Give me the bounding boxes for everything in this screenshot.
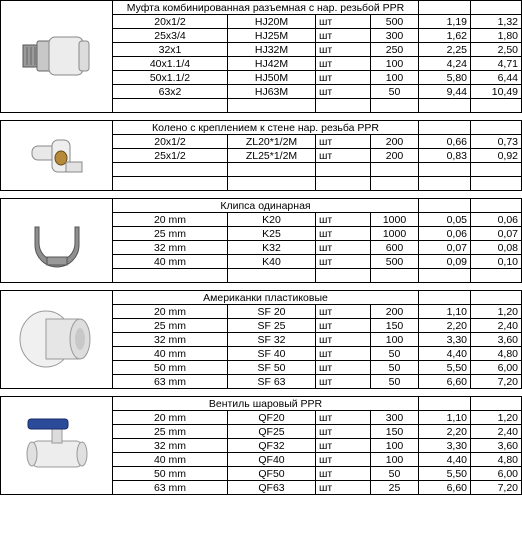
empty-cell bbox=[419, 177, 471, 191]
price-cell: 5,50 bbox=[419, 361, 471, 375]
qty-cell: 200 bbox=[371, 135, 419, 149]
unit-cell: шт bbox=[316, 43, 371, 57]
product-image bbox=[1, 291, 113, 389]
unit-cell: шт bbox=[316, 375, 371, 389]
unit-cell: шт bbox=[316, 319, 371, 333]
section-title: Муфта комбинированная разъемная с нар. резьбой PPR bbox=[113, 1, 419, 15]
size-cell: 63x2 bbox=[113, 85, 228, 99]
price-cell: 2,20 bbox=[419, 319, 471, 333]
section-title: Колено с креплением к стене нар. резьба PPR bbox=[113, 121, 419, 135]
unit-cell: шт bbox=[316, 227, 371, 241]
size-cell: 25 mm bbox=[113, 319, 228, 333]
size-cell: 32 mm bbox=[113, 241, 228, 255]
price-retail-cell: 3,60 bbox=[471, 333, 522, 347]
size-cell: 50 mm bbox=[113, 361, 228, 375]
unit-cell: шт bbox=[316, 305, 371, 319]
price-cell: 4,40 bbox=[419, 453, 471, 467]
code-cell: ZL20*1/2M bbox=[228, 135, 316, 149]
unit-cell: шт bbox=[316, 255, 371, 269]
price-cell: 0,83 bbox=[419, 149, 471, 163]
section-header bbox=[1, 121, 522, 135]
empty-cell bbox=[371, 269, 419, 283]
unit-cell: шт bbox=[316, 439, 371, 453]
price-cell: 0,66 bbox=[419, 135, 471, 149]
qty-cell: 500 bbox=[371, 255, 419, 269]
price-retail-cell: 1,20 bbox=[471, 305, 522, 319]
section-separator bbox=[1, 283, 522, 291]
empty-cell bbox=[419, 199, 471, 213]
price-retail-cell: 6,00 bbox=[471, 361, 522, 375]
price-cell: 4,40 bbox=[419, 347, 471, 361]
unit-cell: шт bbox=[316, 15, 371, 29]
empty-cell bbox=[419, 397, 471, 411]
price-cell: 0,05 bbox=[419, 213, 471, 227]
price-retail-cell: 7,20 bbox=[471, 375, 522, 389]
price-retail-cell: 0,08 bbox=[471, 241, 522, 255]
code-cell: K40 bbox=[228, 255, 316, 269]
price-cell: 2,20 bbox=[419, 425, 471, 439]
code-cell: ZL25*1/2M bbox=[228, 149, 316, 163]
empty-cell bbox=[228, 177, 316, 191]
size-cell: 63 mm bbox=[113, 375, 228, 389]
code-cell: SF 40 bbox=[228, 347, 316, 361]
qty-cell: 300 bbox=[371, 29, 419, 43]
qty-cell: 50 bbox=[371, 361, 419, 375]
qty-cell: 200 bbox=[371, 305, 419, 319]
empty-cell bbox=[316, 177, 371, 191]
empty-cell bbox=[471, 291, 522, 305]
price-retail-cell: 6,00 bbox=[471, 467, 522, 481]
qty-cell: 200 bbox=[371, 149, 419, 163]
empty-cell bbox=[113, 177, 228, 191]
code-cell: SF 50 bbox=[228, 361, 316, 375]
price-retail-cell: 7,20 bbox=[471, 481, 522, 495]
section-separator bbox=[1, 389, 522, 397]
empty-cell bbox=[316, 269, 371, 283]
empty-cell bbox=[316, 99, 371, 113]
size-cell: 25x1/2 bbox=[113, 149, 228, 163]
qty-cell: 100 bbox=[371, 57, 419, 71]
size-cell: 20 mm bbox=[113, 305, 228, 319]
price-retail-cell: 0,92 bbox=[471, 149, 522, 163]
product-image bbox=[1, 397, 113, 495]
separator-cell bbox=[1, 191, 522, 199]
empty-cell bbox=[113, 269, 228, 283]
size-cell: 32 mm bbox=[113, 333, 228, 347]
unit-cell: шт bbox=[316, 57, 371, 71]
unit-cell: шт bbox=[316, 481, 371, 495]
unit-cell: шт bbox=[316, 71, 371, 85]
code-cell: QF20 bbox=[228, 411, 316, 425]
separator-cell bbox=[1, 283, 522, 291]
price-cell: 0,09 bbox=[419, 255, 471, 269]
qty-cell: 1000 bbox=[371, 227, 419, 241]
price-retail-cell: 1,32 bbox=[471, 15, 522, 29]
section-separator bbox=[1, 113, 522, 121]
price-cell: 0,06 bbox=[419, 227, 471, 241]
empty-cell bbox=[471, 121, 522, 135]
code-cell: HJ42M bbox=[228, 57, 316, 71]
size-cell: 50x1.1/2 bbox=[113, 71, 228, 85]
size-cell: 25 mm bbox=[113, 227, 228, 241]
price-retail-cell: 4,80 bbox=[471, 453, 522, 467]
size-cell: 20x1/2 bbox=[113, 135, 228, 149]
empty-cell bbox=[471, 269, 522, 283]
qty-cell: 50 bbox=[371, 467, 419, 481]
unit-cell: шт bbox=[316, 425, 371, 439]
size-cell: 25x3/4 bbox=[113, 29, 228, 43]
code-cell: HJ32M bbox=[228, 43, 316, 57]
code-cell: K32 bbox=[228, 241, 316, 255]
price-cell: 1,19 bbox=[419, 15, 471, 29]
price-cell: 4,24 bbox=[419, 57, 471, 71]
size-cell: 40 mm bbox=[113, 453, 228, 467]
empty-cell bbox=[419, 99, 471, 113]
unit-cell: шт bbox=[316, 135, 371, 149]
unit-cell: шт bbox=[316, 333, 371, 347]
empty-cell bbox=[419, 163, 471, 177]
empty-cell bbox=[113, 163, 228, 177]
section-header bbox=[1, 199, 522, 213]
code-cell: SF 25 bbox=[228, 319, 316, 333]
empty-cell bbox=[471, 1, 522, 15]
product-image bbox=[1, 199, 113, 283]
code-cell: SF 32 bbox=[228, 333, 316, 347]
separator-cell bbox=[1, 389, 522, 397]
price-retail-cell: 0,10 bbox=[471, 255, 522, 269]
unit-cell: шт bbox=[316, 149, 371, 163]
code-cell: QF32 bbox=[228, 439, 316, 453]
qty-cell: 150 bbox=[371, 425, 419, 439]
unit-cell: шт bbox=[316, 241, 371, 255]
code-cell: HJ63M bbox=[228, 85, 316, 99]
wall-elbow-icon bbox=[1, 132, 112, 180]
size-cell: 50 mm bbox=[113, 467, 228, 481]
section-header bbox=[1, 397, 522, 411]
unit-cell: шт bbox=[316, 411, 371, 425]
product-image bbox=[1, 121, 113, 191]
empty-cell bbox=[419, 291, 471, 305]
size-cell: 40 mm bbox=[113, 255, 228, 269]
qty-cell: 50 bbox=[371, 85, 419, 99]
price-retail-cell: 1,20 bbox=[471, 411, 522, 425]
empty-cell bbox=[228, 99, 316, 113]
price-retail-cell: 10,49 bbox=[471, 85, 522, 99]
ball-valve-icon bbox=[1, 405, 112, 487]
qty-cell: 600 bbox=[371, 241, 419, 255]
empty-cell bbox=[316, 163, 371, 177]
qty-cell: 250 bbox=[371, 43, 419, 57]
section-header bbox=[1, 291, 522, 305]
code-cell: QF63 bbox=[228, 481, 316, 495]
empty-cell bbox=[471, 177, 522, 191]
price-retail-cell: 0,07 bbox=[471, 227, 522, 241]
size-cell: 32x1 bbox=[113, 43, 228, 57]
code-cell: QF50 bbox=[228, 467, 316, 481]
price-retail-cell: 0,73 bbox=[471, 135, 522, 149]
price-retail-cell: 3,60 bbox=[471, 439, 522, 453]
qty-cell: 50 bbox=[371, 347, 419, 361]
code-cell: HJ25M bbox=[228, 29, 316, 43]
section-header bbox=[1, 1, 522, 15]
code-cell: SF 20 bbox=[228, 305, 316, 319]
empty-cell bbox=[419, 1, 471, 15]
qty-cell: 50 bbox=[371, 375, 419, 389]
price-cell: 9,44 bbox=[419, 85, 471, 99]
price-retail-cell: 4,80 bbox=[471, 347, 522, 361]
qty-cell: 1000 bbox=[371, 213, 419, 227]
empty-cell bbox=[419, 121, 471, 135]
qty-cell: 100 bbox=[371, 333, 419, 347]
unit-cell: шт bbox=[316, 467, 371, 481]
unit-cell: шт bbox=[316, 347, 371, 361]
section-title: Вентиль шаровый PPR bbox=[113, 397, 419, 411]
qty-cell: 25 bbox=[371, 481, 419, 495]
price-cell: 6,60 bbox=[419, 375, 471, 389]
price-retail-cell: 4,71 bbox=[471, 57, 522, 71]
size-cell: 32 mm bbox=[113, 439, 228, 453]
section-separator bbox=[1, 191, 522, 199]
size-cell: 20x1/2 bbox=[113, 15, 228, 29]
empty-cell bbox=[371, 99, 419, 113]
unit-cell: шт bbox=[316, 29, 371, 43]
product-image bbox=[1, 1, 113, 113]
price-retail-cell: 0,06 bbox=[471, 213, 522, 227]
unit-cell: шт bbox=[316, 85, 371, 99]
code-cell: HJ20M bbox=[228, 15, 316, 29]
price-cell: 5,50 bbox=[419, 467, 471, 481]
code-cell: K25 bbox=[228, 227, 316, 241]
empty-cell bbox=[471, 199, 522, 213]
code-cell: HJ50M bbox=[228, 71, 316, 85]
size-cell: 20 mm bbox=[113, 411, 228, 425]
qty-cell: 150 bbox=[371, 319, 419, 333]
size-cell: 25 mm bbox=[113, 425, 228, 439]
empty-cell bbox=[113, 99, 228, 113]
price-retail-cell: 1,80 bbox=[471, 29, 522, 43]
price-retail-cell: 2,50 bbox=[471, 43, 522, 57]
price-cell: 1,10 bbox=[419, 411, 471, 425]
empty-cell bbox=[419, 269, 471, 283]
price-cell: 2,25 bbox=[419, 43, 471, 57]
code-cell: QF25 bbox=[228, 425, 316, 439]
pipe-clip-icon bbox=[1, 213, 112, 269]
unit-cell: шт bbox=[316, 213, 371, 227]
empty-cell bbox=[371, 177, 419, 191]
unit-cell: шт bbox=[316, 361, 371, 375]
size-cell: 20 mm bbox=[113, 213, 228, 227]
price-cell: 1,62 bbox=[419, 29, 471, 43]
code-cell: K20 bbox=[228, 213, 316, 227]
qty-cell: 100 bbox=[371, 439, 419, 453]
code-cell: SF 63 bbox=[228, 375, 316, 389]
empty-cell bbox=[471, 397, 522, 411]
empty-cell bbox=[471, 99, 522, 113]
empty-cell bbox=[228, 269, 316, 283]
price-cell: 3,30 bbox=[419, 439, 471, 453]
code-cell: QF40 bbox=[228, 453, 316, 467]
empty-cell bbox=[471, 163, 522, 177]
price-cell: 5,80 bbox=[419, 71, 471, 85]
qty-cell: 300 bbox=[371, 411, 419, 425]
separator-cell bbox=[1, 113, 522, 121]
size-cell: 40x1.1/4 bbox=[113, 57, 228, 71]
empty-cell bbox=[371, 163, 419, 177]
price-cell: 6,60 bbox=[419, 481, 471, 495]
unit-cell: шт bbox=[316, 453, 371, 467]
qty-cell: 100 bbox=[371, 453, 419, 467]
price-cell: 0,07 bbox=[419, 241, 471, 255]
size-cell: 40 mm bbox=[113, 347, 228, 361]
price-retail-cell: 2,40 bbox=[471, 425, 522, 439]
qty-cell: 100 bbox=[371, 71, 419, 85]
empty-cell bbox=[228, 163, 316, 177]
section-title: Клипса одинарная bbox=[113, 199, 419, 213]
price-cell: 1,10 bbox=[419, 305, 471, 319]
price-retail-cell: 2,40 bbox=[471, 319, 522, 333]
size-cell: 63 mm bbox=[113, 481, 228, 495]
union-coupling-icon bbox=[1, 27, 112, 87]
section-title: Американки пластиковые bbox=[113, 291, 419, 305]
price-cell: 3,30 bbox=[419, 333, 471, 347]
plastic-union-icon bbox=[1, 299, 112, 381]
price-retail-cell: 6,44 bbox=[471, 71, 522, 85]
qty-cell: 500 bbox=[371, 15, 419, 29]
